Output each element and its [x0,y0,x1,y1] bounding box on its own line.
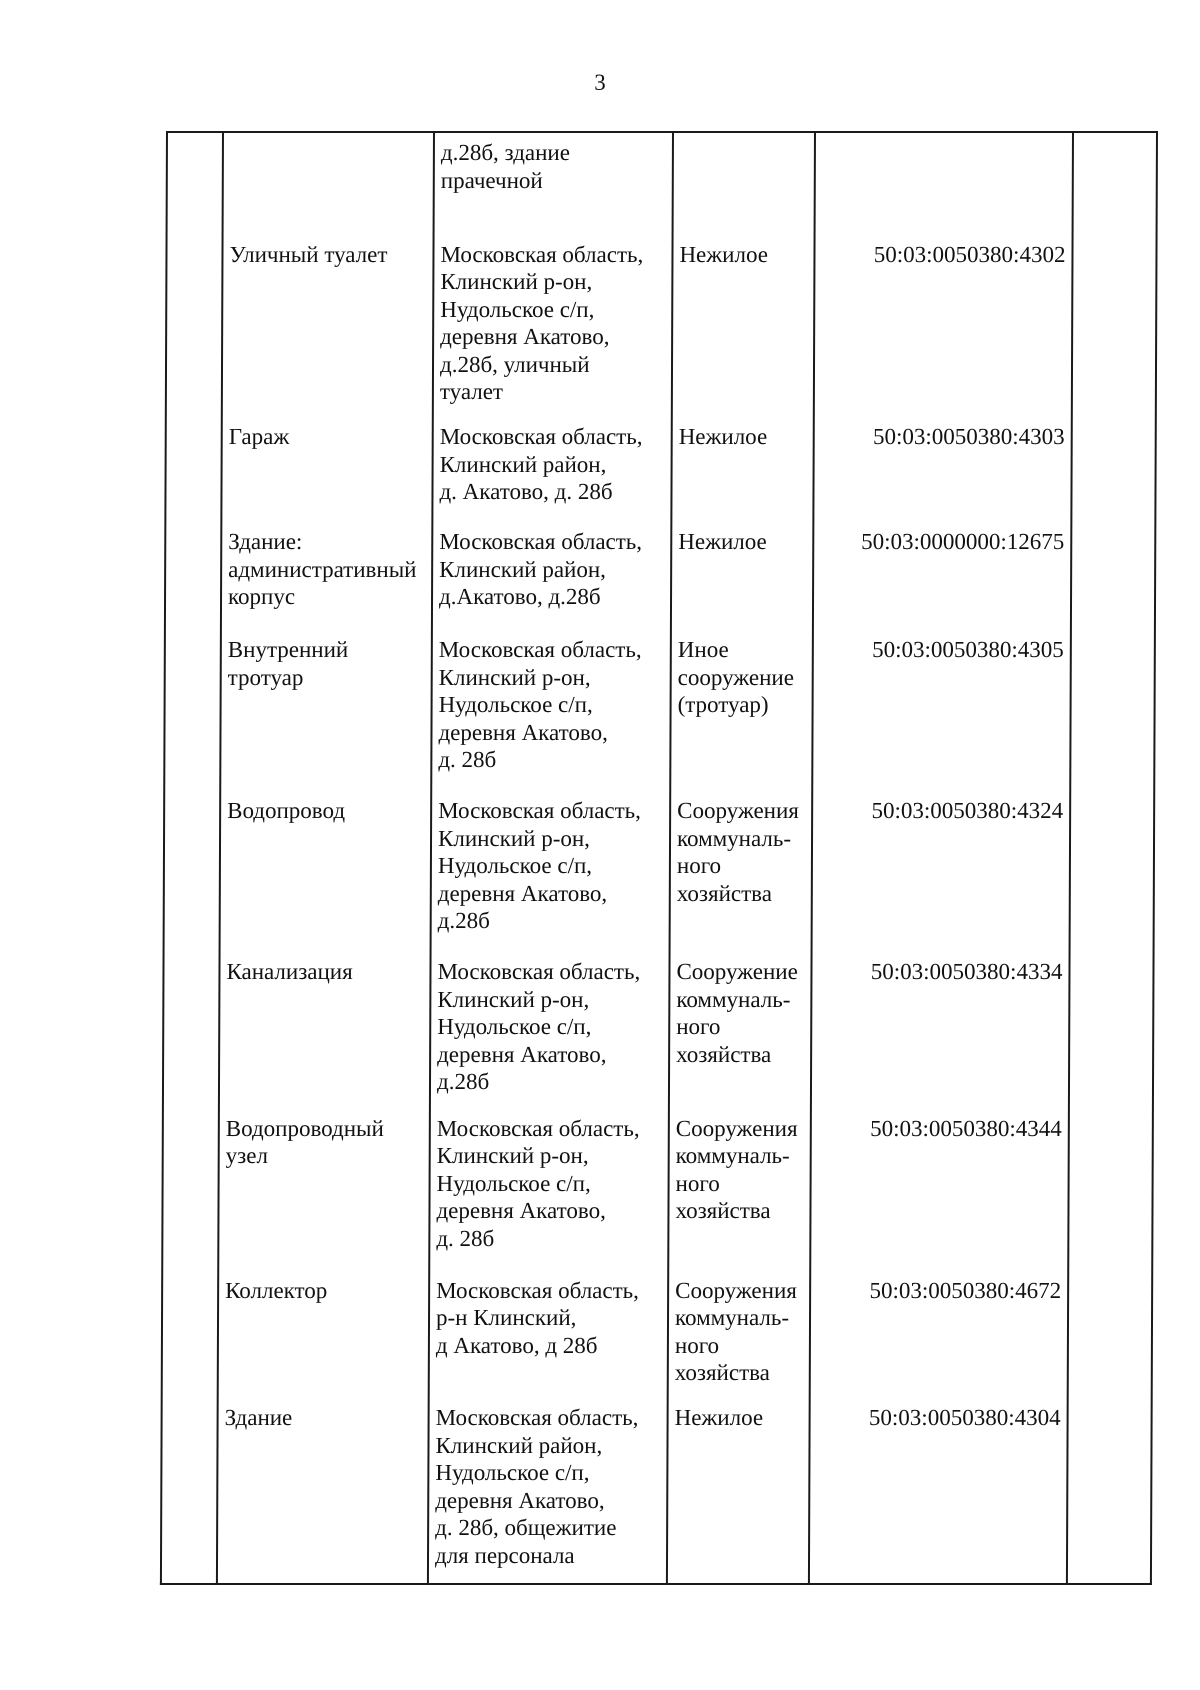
address-line: д. 28б, общежитие [435,1515,617,1541]
row-number-cell [161,1398,218,1584]
address-line: деревня Акатово, [438,719,608,745]
address-line: деревня Акатово, [437,1041,607,1067]
purpose-line: хозяйства [676,1041,772,1067]
address-line: Московская область, [436,1277,639,1303]
table-row [162,1270,1153,1399]
address-line: Клинский р-он, [437,825,590,851]
purpose-line: Сооружения [677,798,799,824]
purpose-cell [673,132,815,231]
address-line: Клинский р-он, [440,269,593,295]
purpose-cell [670,628,813,789]
empty-last-cell [1068,1109,1153,1270]
object-name-cell [218,1109,430,1270]
row-number-cell [164,628,221,789]
row-number-cell [164,789,221,950]
row-number-cell [166,231,223,419]
purpose-cell [668,1109,811,1270]
purpose-cell [671,523,813,628]
object-name-cell [220,789,432,950]
address-line: Нудольское с/п, [440,296,595,322]
address-line: д.28б [437,908,490,934]
table-row [161,1398,1152,1584]
object-name-line: Гараж [228,424,290,450]
page-number: 3 [594,70,606,95]
empty-last-cell [1070,789,1155,950]
cadastral-number-cell [812,789,1071,950]
empty-last-cell [1072,231,1157,419]
purpose-line: коммуналь- [676,986,791,1012]
address-line: д. Акатово, д. 28б [439,479,613,505]
purpose-line: Сооружения [675,1115,798,1141]
object-name-cell [217,1398,429,1584]
object-name-line: Водопровод [227,798,346,824]
address-line: для персонала [434,1542,575,1568]
address-line: туалет [439,379,504,405]
cadastral-number-cell [810,1109,1069,1270]
cadastral-number-cell [813,418,1071,523]
cadastral-number-cell [813,523,1071,628]
row-number-cell [165,418,221,523]
address-cell [432,523,671,628]
cadastral-number-cell [814,231,1073,419]
cadastral-number: 50:03:0050380:4305 [872,637,1064,663]
cadastral-number-cell [811,950,1070,1109]
object-name-cell [219,950,431,1109]
address-line: Нудольское с/п, [438,692,593,718]
address-line: Нудольское с/п, [437,853,593,879]
object-name-line: административный [228,556,417,582]
purpose-line: коммуналь- [675,1143,790,1169]
address-line: Клинский район, [439,556,606,582]
address-cell [429,1109,669,1270]
purpose-line: сооружение [677,664,794,690]
object-name-line: Уличный туалет [229,241,388,267]
row-number-cell [162,1109,219,1270]
address-line: д Акатово, д 28б [435,1332,598,1358]
purpose-cell [669,950,812,1109]
address-cell [431,789,671,950]
purpose-cell [672,231,815,419]
purpose-line: хозяйства [674,1360,770,1386]
purpose-line: Нежилое [678,529,767,555]
object-name-line: Коллектор [225,1277,328,1303]
address-line: Московская область, [436,1115,640,1141]
cadastral-number: 50:03:0050380:4334 [870,959,1063,985]
address-line: Московская область, [438,798,641,824]
purpose-cell [668,1270,811,1399]
address-cell [430,950,670,1109]
object-name-line: Здание: [228,529,303,555]
address-line: Московская область, [437,959,641,985]
cadastral-number-cell [810,1270,1069,1399]
empty-last-cell [1068,1270,1153,1399]
purpose-line: Нежилое [678,424,768,450]
purpose-line: Нежилое [679,241,769,267]
purpose-line: Сооружения [675,1277,797,1303]
table-row [165,523,1155,628]
object-name-cell [221,523,432,628]
table-row [166,231,1157,419]
purpose-line: ного [675,1170,720,1196]
table-frame [160,131,1156,1585]
address-line: р-н Клинский, [435,1305,577,1331]
table-row [162,1109,1153,1270]
address-line: Клинский р-он, [436,1143,589,1169]
address-line: Клинский р-он, [437,986,590,1012]
empty-last-cell [1073,132,1157,231]
address-line: Московская область, [439,529,643,555]
address-line: д. 28б [438,747,497,773]
cadastral-number: 50:03:0050380:4324 [871,798,1064,824]
address-line: Московская область, [435,1405,639,1431]
object-name-line: Канализация [226,959,353,985]
table-row [167,132,1157,231]
object-name-line: тротуар [227,664,304,690]
address-cell [428,1398,668,1584]
address-cell [431,628,671,789]
address-line: Нудольское с/п, [436,1170,591,1196]
address-line: прачечной [440,167,543,193]
address-line: Нудольское с/п, [435,1460,590,1486]
empty-last-cell [1071,523,1155,628]
property-table [160,131,1158,1585]
purpose-line: Нежилое [674,1405,764,1431]
address-line: Клинский р-он, [438,664,591,690]
cadastral-number-cell [809,1398,1068,1584]
row-number-cell [163,950,220,1109]
purpose-line: хозяйства [675,1198,771,1224]
cadastral-number: 50:03:0050380:4302 [873,241,1066,267]
row-number-cell [162,1270,219,1399]
purpose-line: ного [676,853,722,879]
address-cell [434,132,673,231]
address-line: д.28б [436,1069,490,1095]
row-number-cell [167,132,223,231]
address-line: д. 28б [436,1225,495,1251]
object-name-line: корпус [227,584,296,610]
object-name-line: Внутренний [227,637,349,663]
purpose-cell [667,1398,810,1584]
address-line: Московская область, [440,241,644,267]
object-name-cell [223,132,434,231]
cadastral-number-cell [812,628,1071,789]
address-line: д.28б, здание [440,140,571,165]
purpose-line: (тротуар) [677,692,769,718]
address-line: д.Акатово, д.28б [438,584,601,610]
property-table-body [161,132,1157,1584]
address-line: д.28б, уличный [439,351,590,377]
object-name-cell [222,231,434,419]
address-line: деревня Акатово, [437,880,608,906]
table-row [163,950,1154,1109]
purpose-line: коммуналь- [674,1305,790,1331]
cadastral-number-cell [815,132,1073,231]
address-line: деревня Акатово, [436,1198,606,1224]
purpose-line: коммуналь- [676,825,792,851]
address-line: Нудольское с/п, [437,1014,592,1040]
purpose-cell [671,418,813,523]
cadastral-number: 50:03:0050380:4672 [869,1277,1062,1303]
address-line: Клинский район, [439,451,607,477]
cadastral-number: 50:03:0000000:12675 [861,529,1065,555]
empty-last-cell [1071,418,1155,523]
address-cell [433,231,673,419]
object-name-line: Водопроводный [225,1115,384,1141]
address-line: Клинский район, [435,1432,603,1458]
empty-last-cell [1067,1398,1152,1584]
empty-last-cell [1070,628,1155,789]
purpose-line: ного [674,1332,720,1358]
cadastral-number: 50:03:0050380:4304 [868,1405,1061,1431]
purpose-line: Иное [677,637,729,663]
purpose-line: Сооружение [676,959,798,985]
address-cell [432,418,671,523]
address-line: деревня Акатово, [435,1487,605,1513]
address-cell [429,1270,669,1399]
cadastral-number: 50:03:0050380:4303 [872,424,1065,450]
object-name-cell [221,418,432,523]
cadastral-number: 50:03:0050380:4344 [870,1115,1062,1141]
object-name-line: узел [225,1143,269,1169]
address-line: деревня Акатово, [440,324,610,350]
object-name-cell [220,628,432,789]
object-name-line: Здание [224,1405,293,1431]
table-row [164,628,1155,789]
purpose-line: ного [676,1014,721,1040]
purpose-cell [670,789,813,950]
address-line: Московская область, [438,637,642,663]
row-number-cell [165,523,221,628]
table-row [164,789,1155,950]
address-line: Московская область, [439,424,643,450]
object-name-cell [218,1270,430,1399]
purpose-line: хозяйства [676,880,772,906]
table-row [165,418,1155,523]
empty-last-cell [1069,950,1154,1109]
